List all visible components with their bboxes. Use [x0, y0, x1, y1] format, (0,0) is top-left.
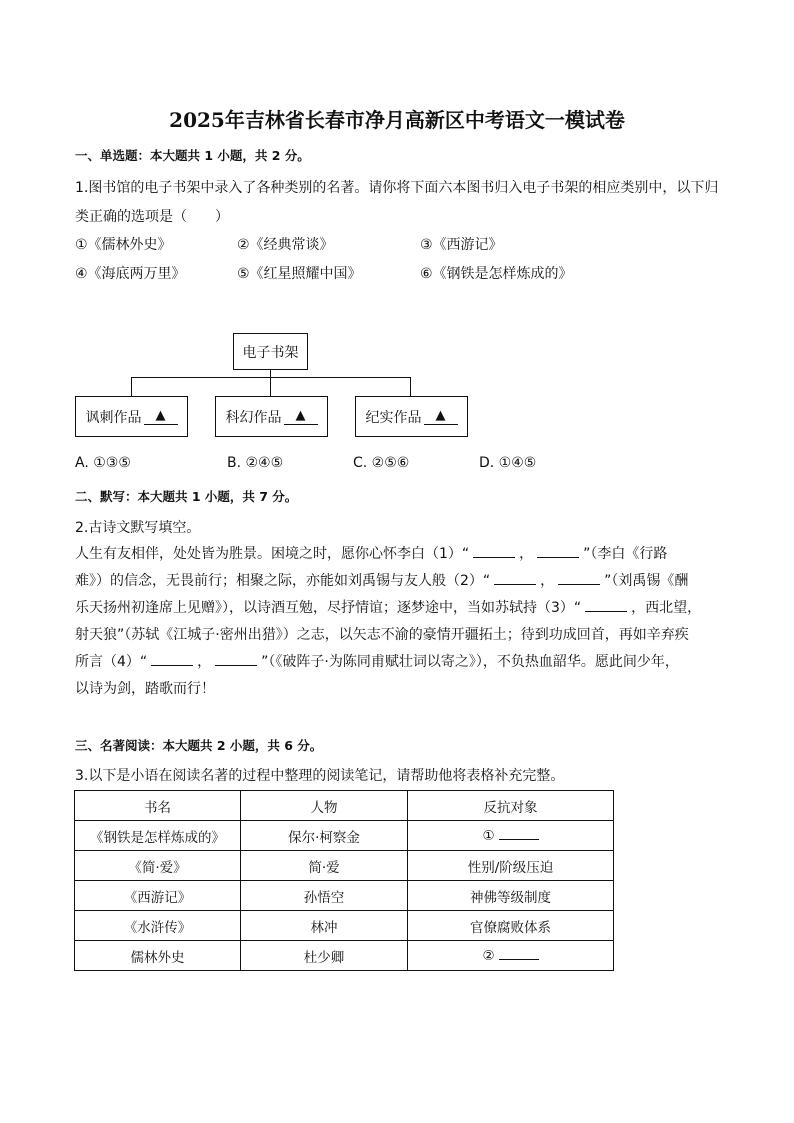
diagram-root-box [233, 333, 308, 370]
column-header: 人物 [241, 791, 408, 821]
table-row [75, 881, 614, 911]
passage-text: ， [519, 546, 534, 562]
table-cell: 杜少卿 [241, 941, 408, 971]
section-1-header: 一、单选题：本大题共 1 小题，共 2 分。 [75, 148, 310, 163]
fill-blank[interactable] [494, 572, 536, 585]
table-cell: 林冲 [241, 911, 408, 941]
answer-blank-triangle: ▲ [144, 408, 178, 425]
fill-blank[interactable] [499, 947, 539, 960]
reading-notes-table [74, 790, 614, 971]
choice-c[interactable]: C. ②⑤⑥ [353, 455, 410, 471]
fill-blank[interactable] [585, 599, 627, 612]
book-item: ②《经典常谈》 [237, 237, 334, 253]
table-cell: 《西游记》 [75, 881, 241, 911]
diagram-child-box [215, 396, 328, 437]
table-row [75, 911, 614, 941]
fill-blank[interactable] [151, 653, 193, 666]
fill-blank[interactable] [499, 827, 539, 840]
diagram-connector [131, 377, 132, 397]
blank-marker: ① [482, 828, 495, 844]
book-item: ①《儒林外史》 [75, 237, 172, 253]
column-header: 书名 [75, 791, 241, 821]
table-cell: 性别/阶级压迫 [408, 851, 614, 881]
choice-b[interactable]: B. ②④⑤ [227, 455, 284, 471]
q2-head: 2.古诗文默写填空。 [75, 520, 201, 536]
table-cell: 保尔·柯察金 [241, 821, 408, 851]
diagram-child-label: 纪实作品 [365, 409, 422, 426]
diagram-child-label: 科幻作品 [225, 409, 282, 426]
passage-text: ， [540, 573, 555, 589]
table-cell: 《简·爱》 [75, 851, 241, 881]
book-item: ④《海底两万里》 [75, 266, 186, 282]
answer-blank-triangle: ▲ [424, 408, 458, 425]
q2-passage [75, 541, 720, 703]
section-2-header: 二、默写：本大题共 1 小题，共 7 分。 [75, 489, 298, 504]
fill-blank[interactable] [215, 653, 257, 666]
choice-d[interactable]: D. ①④⑤ [479, 455, 537, 471]
section-3-header: 三、名著阅读：本大题共 2 小题，共 6 分。 [75, 738, 323, 753]
fill-blank[interactable] [473, 545, 515, 558]
q1-stem-line1: 1.图书馆的电子书架中录入了各种类别的名著。请你将下面六本图书归入电子书架的相应类别中，以下归 [75, 180, 719, 196]
column-header: 反抗对象 [408, 791, 614, 821]
table-cell: 《水浒传》 [75, 911, 241, 941]
passage-text: ”（刘禹锡《酬 [604, 573, 689, 589]
table-cell: 官僚腐败体系 [408, 911, 614, 941]
passage-line [75, 649, 720, 676]
book-item: ⑥《钢铁是怎样炼成的》 [420, 266, 573, 282]
table-row [75, 821, 614, 851]
diagram-connector [270, 377, 271, 397]
table-row [75, 941, 614, 971]
passage-line [75, 568, 720, 595]
passage-text: 难》）的信念，无畏前行；相聚之际，亦能如刘禹锡与友人般（2）“ [75, 573, 491, 589]
passage-line [75, 622, 720, 649]
table-cell[interactable] [408, 941, 614, 971]
table-row [75, 851, 614, 881]
passage-text: ， [197, 654, 212, 670]
passage-text: 所言（4）“ [75, 654, 148, 670]
table-cell[interactable] [408, 821, 614, 851]
table-cell: 《钢铁是怎样炼成的》 [75, 821, 241, 851]
book-item: ③《西游记》 [420, 237, 503, 253]
diagram-child-box [355, 396, 468, 437]
table-cell: 简·爱 [241, 851, 408, 881]
passage-line [75, 676, 720, 703]
diagram-connector [410, 377, 411, 397]
q1-stem-line2: 类正确的选项是（ ） [75, 209, 229, 225]
passage-text: 以诗为剑，踏歌而行！ [75, 681, 215, 697]
diagram-root-label: 电子书架 [242, 344, 299, 361]
fill-blank[interactable] [558, 572, 600, 585]
blank-marker: ② [482, 948, 495, 964]
choice-a[interactable]: A. ①③⑤ [75, 455, 131, 471]
answer-blank-triangle: ▲ [284, 408, 318, 425]
table-cell: 神佛等级制度 [408, 881, 614, 911]
table-cell: 孙悟空 [241, 881, 408, 911]
page-title: 2025年吉林省长春市净月高新区中考语文一模试卷 [169, 108, 625, 132]
diagram-child-label: 讽刺作品 [85, 409, 142, 426]
table-header-row [75, 791, 614, 821]
fill-blank[interactable] [537, 545, 579, 558]
passage-text: 人生有友相伴，处处皆为胜景。困境之时，愿你心怀李白（1）“ [75, 546, 470, 562]
passage-line [75, 541, 720, 568]
q3-head: 3.以下是小语在阅读名著的过程中整理的阅读笔记，请帮助他将表格补充完整。 [75, 768, 565, 784]
passage-line [75, 595, 720, 622]
book-item: ⑤《红星照耀中国》 [237, 266, 362, 282]
passage-text: ”（《破阵子·为陈同甫赋壮词以寄之》），不负热血韶华。愿此间少年， [261, 654, 679, 670]
passage-text: 乐天扬州初逢席上见赠》），以诗酒互勉，尽抒情谊；逐梦途中，当如苏轼持（3）“ [75, 600, 582, 616]
passage-text: ，西北望， [631, 600, 702, 616]
passage-text: ”（李白《行路 [583, 546, 668, 562]
diagram-child-box [75, 396, 188, 437]
passage-text: 射天狼”（苏轼《江城子·密州出猎》）之志，以矢志不渝的豪情开疆拓土；待到功成回首，再如辛弃疾 [75, 627, 689, 643]
table-cell: 儒林外史 [75, 941, 241, 971]
